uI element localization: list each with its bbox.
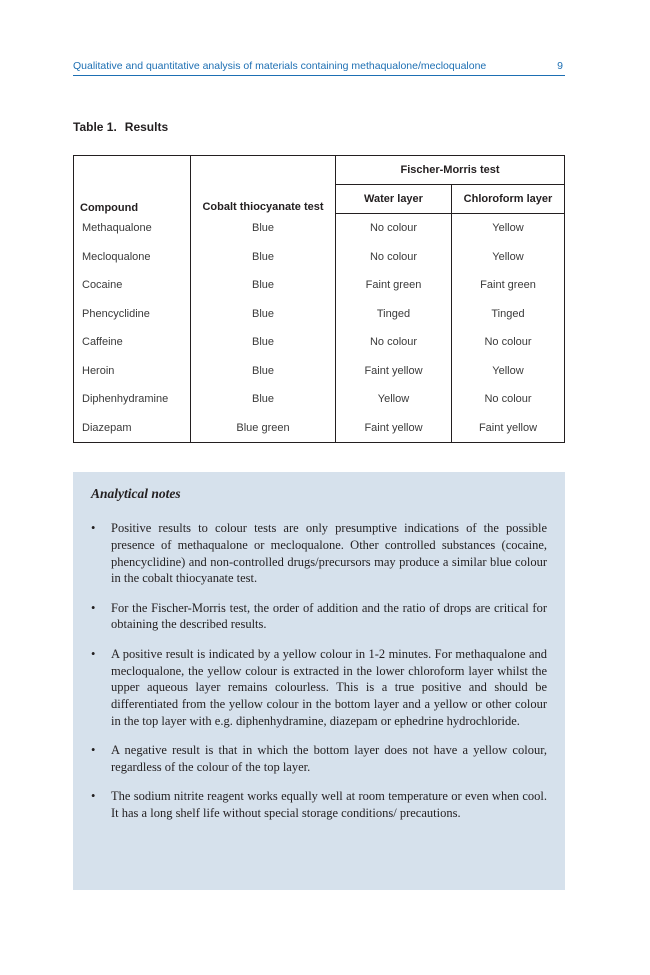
table-row <box>74 357 565 386</box>
cell-compound: Caffeine <box>74 328 191 357</box>
cell-cobalt: Blue <box>191 271 336 300</box>
bullet-icon: • <box>91 743 96 758</box>
cell-water-layer: No colour <box>336 243 452 272</box>
notes-list <box>91 520 547 822</box>
cell-water-layer: No colour <box>336 328 452 357</box>
cell-cobalt: Blue green <box>191 414 336 443</box>
table-caption-label: Table 1. <box>73 120 117 134</box>
note-item <box>91 600 547 634</box>
analytical-notes-box <box>73 472 565 890</box>
note-text: A positive result is indicated by a yellow colour in 1-2 minutes. For methaqualone and mecloqualone, the yellow colour is extracted in the lower chloroform layer whilst the upper aqueous layer remains colourless. This is a true positive and should be differentiated from the yellow colour in the bottom layer and a yellow or other colour in the top layer with e.g. diphenhydramine, diazepam or ephedrine hydrochloride. <box>111 646 547 728</box>
table-row <box>74 214 565 243</box>
note-item <box>91 520 547 587</box>
header-chloroform-layer: Chloroform layer <box>452 185 565 214</box>
note-text: Positive results to colour tests are only presumptive indications of the possible presence of methaqualone or mecloqualone. Other controlled substances (cocaine, phencyclidine) and non-controlled drugs/precursors may produce a similar blue colour in the cobalt thiocyanate test. <box>111 521 547 586</box>
notes-title: Analytical notes <box>91 486 181 501</box>
cell-chloroform-layer: Yellow <box>452 243 565 272</box>
table-row <box>74 300 565 329</box>
note-text: The sodium nitrite reagent works equally well at room temperature or even when cool. It has a long shelf life without special storage conditions/ precautions. <box>111 789 547 821</box>
header-fischer-morris: Fischer-Morris test <box>336 156 565 185</box>
cell-chloroform-layer: Faint green <box>452 271 565 300</box>
running-header <box>73 60 565 76</box>
cell-chloroform-layer: No colour <box>452 385 565 414</box>
cell-compound: Heroin <box>74 357 191 386</box>
table-caption <box>73 120 168 134</box>
note-item <box>91 646 547 730</box>
cell-chloroform-layer: Tinged <box>452 300 565 329</box>
running-title: Qualitative and quantitative analysis of materials containing methaqualone/mecloqualone <box>73 60 487 72</box>
table-header-row <box>74 156 565 185</box>
note-item <box>91 742 547 776</box>
cell-cobalt: Blue <box>191 214 336 243</box>
cell-chloroform-layer: Faint yellow <box>452 414 565 443</box>
header-compound: Compound <box>74 156 191 214</box>
cell-chloroform-layer: Yellow <box>452 357 565 386</box>
cell-cobalt: Blue <box>191 243 336 272</box>
bullet-icon: • <box>91 600 96 615</box>
note-item <box>91 788 547 822</box>
cell-compound: Diazepam <box>74 414 191 443</box>
cell-cobalt: Blue <box>191 300 336 329</box>
cell-water-layer: Yellow <box>336 385 452 414</box>
cell-water-layer: Faint green <box>336 271 452 300</box>
cell-water-layer: No colour <box>336 214 452 243</box>
table-row <box>74 328 565 357</box>
cell-chloroform-layer: Yellow <box>452 214 565 243</box>
cell-water-layer: Faint yellow <box>336 414 452 443</box>
results-table <box>73 155 565 443</box>
bullet-icon: • <box>91 646 96 661</box>
cell-compound: Mecloqualone <box>74 243 191 272</box>
cell-compound: Phencyclidine <box>74 300 191 329</box>
note-text: For the Fischer-Morris test, the order of addition and the ratio of drops are critical for obtaining the described results. <box>111 600 547 632</box>
cell-cobalt: Blue <box>191 357 336 386</box>
table-body <box>74 214 565 443</box>
header-cobalt-thiocyanate: Cobalt thiocyanate test <box>191 156 336 214</box>
cell-compound: Cocaine <box>74 271 191 300</box>
table-caption-title: Results <box>124 120 169 134</box>
cell-cobalt: Blue <box>191 328 336 357</box>
cell-compound: Methaqualone <box>74 214 191 243</box>
table-row <box>74 385 565 414</box>
page-number: 9 <box>557 60 563 72</box>
note-text: A negative result is that in which the bottom layer does not have a yellow colour, regardless of the colour of the top layer. <box>111 743 547 775</box>
bullet-icon: • <box>91 521 96 535</box>
cell-cobalt: Blue <box>191 385 336 414</box>
cell-chloroform-layer: No colour <box>452 328 565 357</box>
cell-water-layer: Faint yellow <box>336 357 452 386</box>
cell-compound: Diphenhydramine <box>74 385 191 414</box>
table-row <box>74 271 565 300</box>
table-row <box>74 243 565 272</box>
cell-water-layer: Tinged <box>336 300 452 329</box>
table-row <box>74 414 565 443</box>
bullet-icon: • <box>91 789 96 804</box>
header-water-layer: Water layer <box>336 185 452 214</box>
